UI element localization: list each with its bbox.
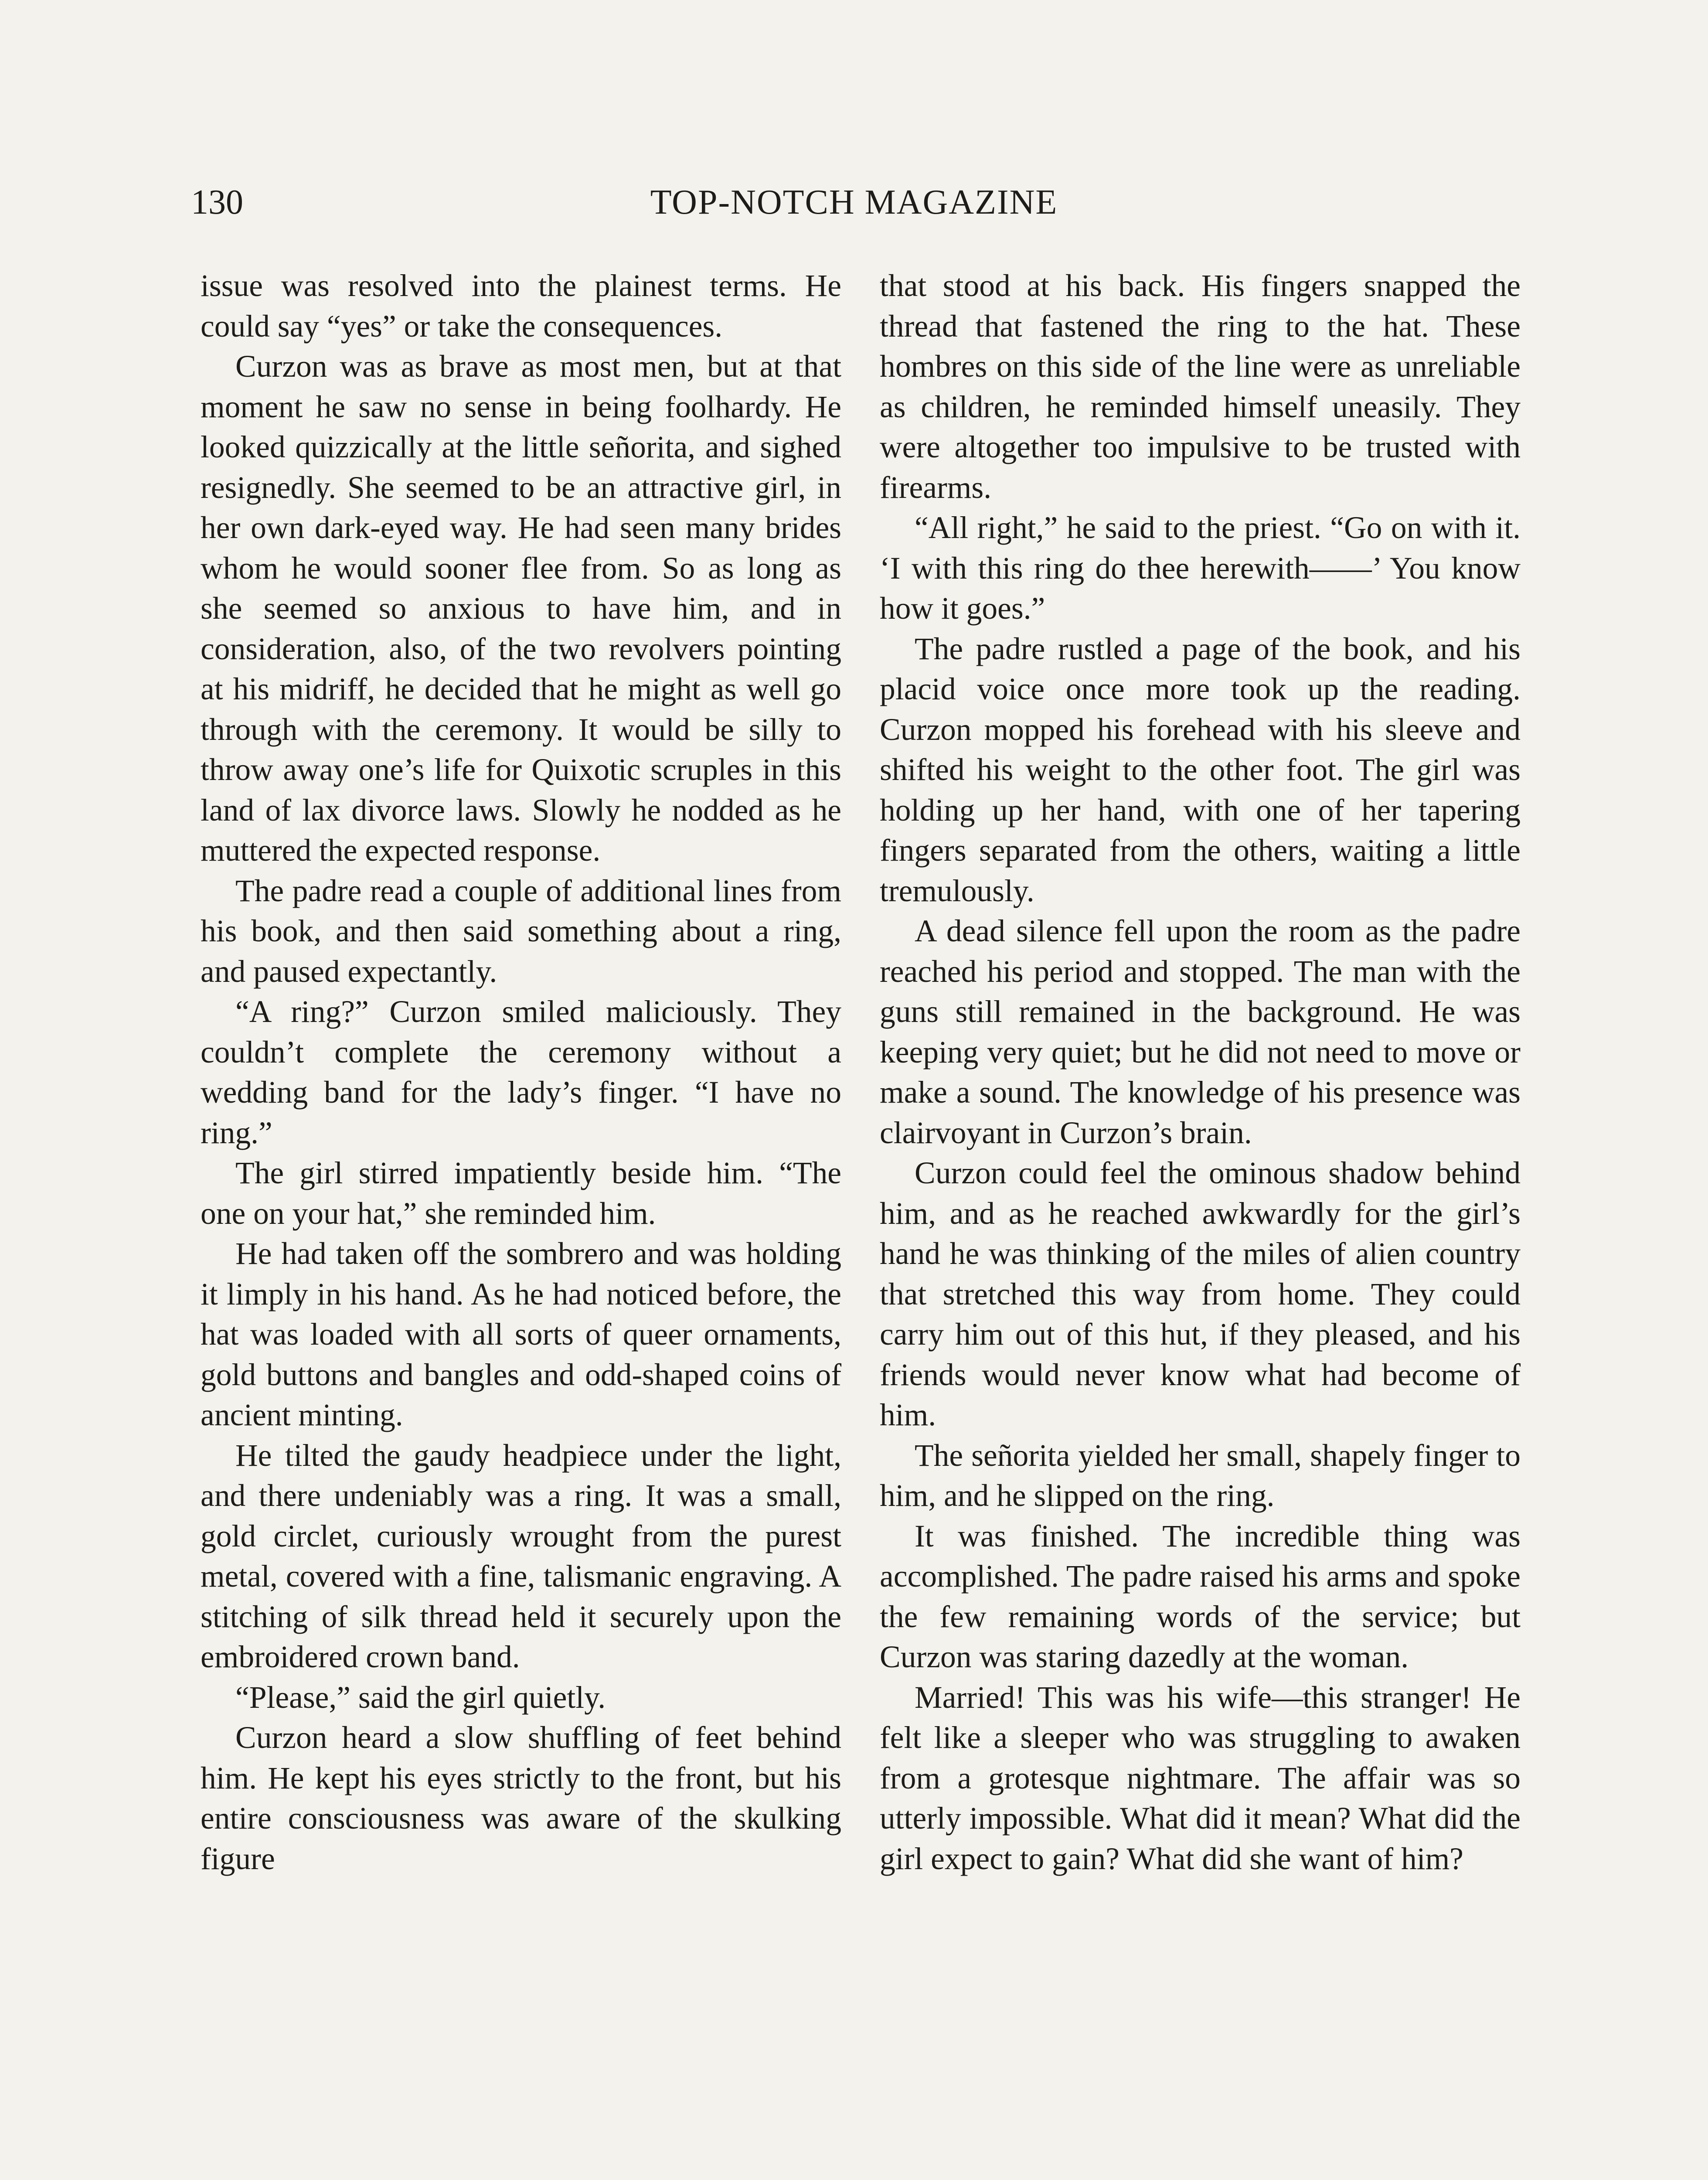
paragraph: The padre read a couple of additional lines from his book, and then said something about a ring, and paused expectantly. [201,873,841,989]
left-column [201,266,841,1879]
paragraph: He had taken off the sombrero and was holding it limply in his hand. As he had noticed before, the hat was loaded with all sorts of queer ornaments, gold buttons and bangles and odd-shaped coins of ancient minting. [201,1236,841,1432]
paragraph: Curzon was as brave as most men, but at that moment he saw no sense in being foolhardy. He looked quizzically at the little señorita, and sighed resignedly. She seemed to be an attractive girl, in her own dark-eyed way. He had seen many brides whom he would sooner flee from. So as long as she seemed so anxious to have him, and in consideration, also, of the two revolvers pointing at his midriff, he decided that he might as well go through with the ceremony. It would be silly to throw away one’s life for Quixotic scruples in this land of lax divorce laws. Slowly he nodded as he muttered the expected response. [201,349,841,868]
paragraph: A dead silence fell upon the room as the padre reached his period and stopped. The man with the guns still remained in the background. He was keeping very quiet; but he did not need to move or make a sound. The knowledge of his presence was clairvoyant in Curzon’s brain. [880,914,1521,1150]
running-head: TOP-NOTCH MAGAZINE [650,183,1058,221]
paragraph: The girl stirred impatiently beside him. “The one on your hat,” she reminded him. [201,1156,841,1231]
paragraph: that stood at his back. His fingers snapped the thread that fastened the ring to the hat. These hombres on this side of the line were as unreliable as children, he reminded himself uneasily. They were altogether too impulsive to be trusted with firearms. [880,269,1521,505]
paragraph: He tilted the gaudy headpiece under the light, and there undeniably was a ring. It was a small, gold circlet, curiously wrought from the purest metal, covered with a fine, talismanic engraving. A stitching of silk thread held it securely upon the embroidered crown band. [201,1438,841,1674]
right-column [880,266,1521,1879]
paragraph: The padre rustled a page of the book, and his placid voice once more took up the reading. Curzon mopped his forehead with his sleeve and shifted his weight to the other foot. The girl was holding up her hand, with one of her tapering fingers separated from the others, waiting a little tremulously. [880,631,1521,908]
paragraph: “All right,” he said to the priest. “Go on with it. ‘I with this ring do thee herewith——’ You know how it goes.” [880,511,1521,626]
paragraph: Curzon heard a slow shuffling of feet behind him. He kept his eyes strictly to the front, but his entire consciousness was aware of the skulking figure [201,1720,841,1876]
paragraph: The señorita yielded her small, shapely finger to him, and he slipped on the ring. [880,1438,1521,1513]
paragraph: “A ring?” Curzon smiled maliciously. They couldn’t complete the ceremony without a wedding band for the lady’s finger. “I have no ring.” [201,995,841,1150]
paragraph: issue was resolved into the plainest terms. He could say “yes” or take the consequences. [201,269,841,344]
paragraph: “Please,” said the girl quietly. [235,1680,606,1715]
paragraph: Curzon could feel the ominous shadow behind him, and as he reached awkwardly for the girl’s hand he was thinking of the miles of alien country that stretched this way from home. They could carry him out of this hut, if they pleased, and his friends would never know what had become of him. [880,1156,1521,1432]
paragraph: It was finished. The incredible thing was accomplished. The padre raised his arms and spoke the few remaining words of the service; but Curzon was staring dazedly at the woman. [880,1519,1521,1674]
paragraph: Married! This was his wife—this stranger! He felt like a sleeper who was struggling to awaken from a grotesque nightmare. The affair was so utterly impossible. What did it mean? What did the girl expect to gain? What did she want of him? [880,1680,1521,1876]
page-number: 130 [191,183,243,221]
